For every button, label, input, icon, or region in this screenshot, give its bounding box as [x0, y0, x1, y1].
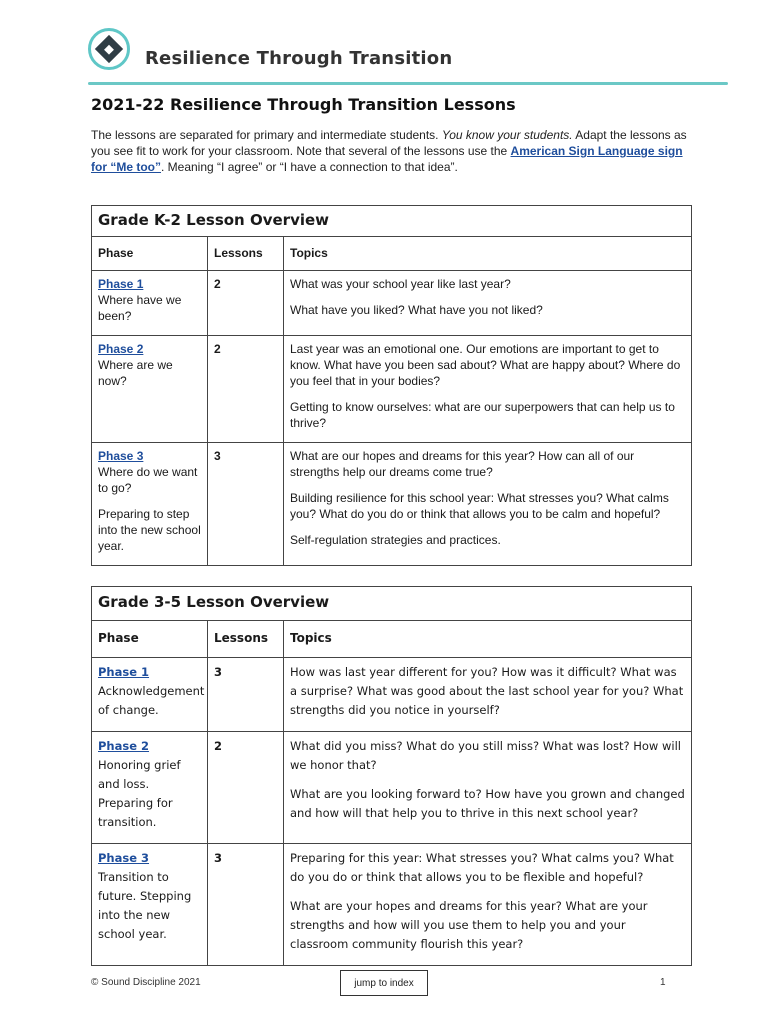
lesson-count: 2: [208, 271, 284, 336]
table-caption: Grade K-2 Lesson Overview: [92, 206, 692, 237]
column-header-topics: Topics: [284, 621, 692, 658]
topic-text: Last year was an emotional one. Our emotions are important to get to know. What have you been sad about? What are happy about? Where do you feel that in your bodies?: [290, 342, 681, 388]
table-row: [92, 658, 692, 732]
lesson-count: 3: [208, 844, 284, 966]
phase-2-link[interactable]: Phase 2: [98, 739, 150, 753]
column-header-lessons: Lessons: [208, 621, 284, 658]
topic-text: What are your hopes and dreams for this year? What are your strengths and how will you use them to help you and your classroom community flourish this year?: [290, 899, 648, 951]
header-title: Resilience Through Transition: [145, 48, 453, 69]
phase-3-link[interactable]: Phase 3: [98, 449, 144, 463]
document-title: 2021-22 Resilience Through Transition Lessons: [91, 95, 516, 114]
page-header: [88, 28, 728, 88]
lesson-count: 2: [208, 336, 284, 443]
phase-1-link[interactable]: Phase 1: [98, 277, 144, 291]
topic-text: What have you liked? What have you not liked?: [290, 303, 543, 317]
table-row: [92, 336, 692, 443]
column-header-phase: Phase: [92, 237, 208, 271]
phase-3-link[interactable]: Phase 3: [98, 851, 150, 865]
column-header-phase: Phase: [92, 621, 208, 658]
jump-to-index-button[interactable]: jump to index: [340, 970, 428, 996]
table-row: [92, 443, 692, 566]
phase-description: Acknowledgement of change.: [98, 684, 205, 717]
table-row: [92, 844, 692, 966]
intro-text-2: Adapt the lessons as you see fit to work for your classroom. Note that several of the lessons use the: [91, 128, 687, 158]
asl-me-too-link[interactable]: American Sign Language sign for “Me too”: [91, 144, 683, 174]
topic-text: Self-regulation strategies and practices.: [290, 533, 501, 547]
page-number: 1: [660, 977, 666, 988]
phase-description: Honoring grief and loss. Preparing for transition.: [98, 758, 181, 829]
topic-text: Preparing for this year: What stresses you? What calms you? What do you do or think that allows you to be flexible and hopeful?: [290, 851, 674, 884]
lesson-count: 3: [208, 443, 284, 566]
table-row: [92, 732, 692, 844]
topic-text: What did you miss? What do you still miss? What was lost? How will we honor that?: [290, 739, 681, 772]
phase-description: Preparing to step into the new school year.: [98, 507, 201, 553]
intro-text-3: . Meaning “I agree” or “I have a connection to that idea”.: [161, 160, 458, 174]
phase-2-link[interactable]: Phase 2: [98, 342, 144, 356]
phase-description: Where have we been?: [98, 293, 182, 323]
grade-k2-table: [91, 205, 692, 566]
column-header-lessons: Lessons: [208, 237, 284, 271]
topic-text: What are you looking forward to? How have you grown and changed and how will that help you to thrive in this next school year?: [290, 787, 685, 820]
column-header-topics: Topics: [284, 237, 692, 271]
sound-discipline-logo-icon: [88, 28, 130, 70]
phase-description: Where are we now?: [98, 358, 173, 388]
intro-text-1: The lessons are separated for primary and intermediate students.: [91, 128, 442, 142]
lesson-count: 3: [208, 658, 284, 732]
intro-italic: You know your students.: [441, 128, 573, 142]
grade-3-5-table: [91, 586, 692, 966]
topic-text: What are our hopes and dreams for this year? How can all of our strengths help our dreams come true?: [290, 449, 635, 479]
phase-1-link[interactable]: Phase 1: [98, 665, 150, 679]
table-row: [92, 271, 692, 336]
table-caption: Grade 3-5 Lesson Overview: [92, 587, 692, 621]
intro-paragraph: [91, 127, 691, 175]
topic-text: Getting to know ourselves: what are our superpowers that can help us to thrive?: [290, 400, 675, 430]
header-divider: [88, 82, 728, 85]
phase-description: Transition to future. Stepping into the new school year.: [98, 870, 192, 941]
topic-text: How was last year different for you? How was it difficult? What was a surprise? What was good about the last school year for you? What strengths did you notice in yourself?: [290, 665, 684, 717]
topic-text: Building resilience for this school year: What stresses you? What calms you? What do you do or think that allows you to be calm and hopeful?: [290, 491, 669, 521]
topic-text: What was your school year like last year?: [290, 277, 511, 291]
footer-copyright: © Sound Discipline 2021: [91, 977, 201, 988]
lesson-count: 2: [208, 732, 284, 844]
phase-description: Where do we want to go?: [98, 465, 198, 495]
